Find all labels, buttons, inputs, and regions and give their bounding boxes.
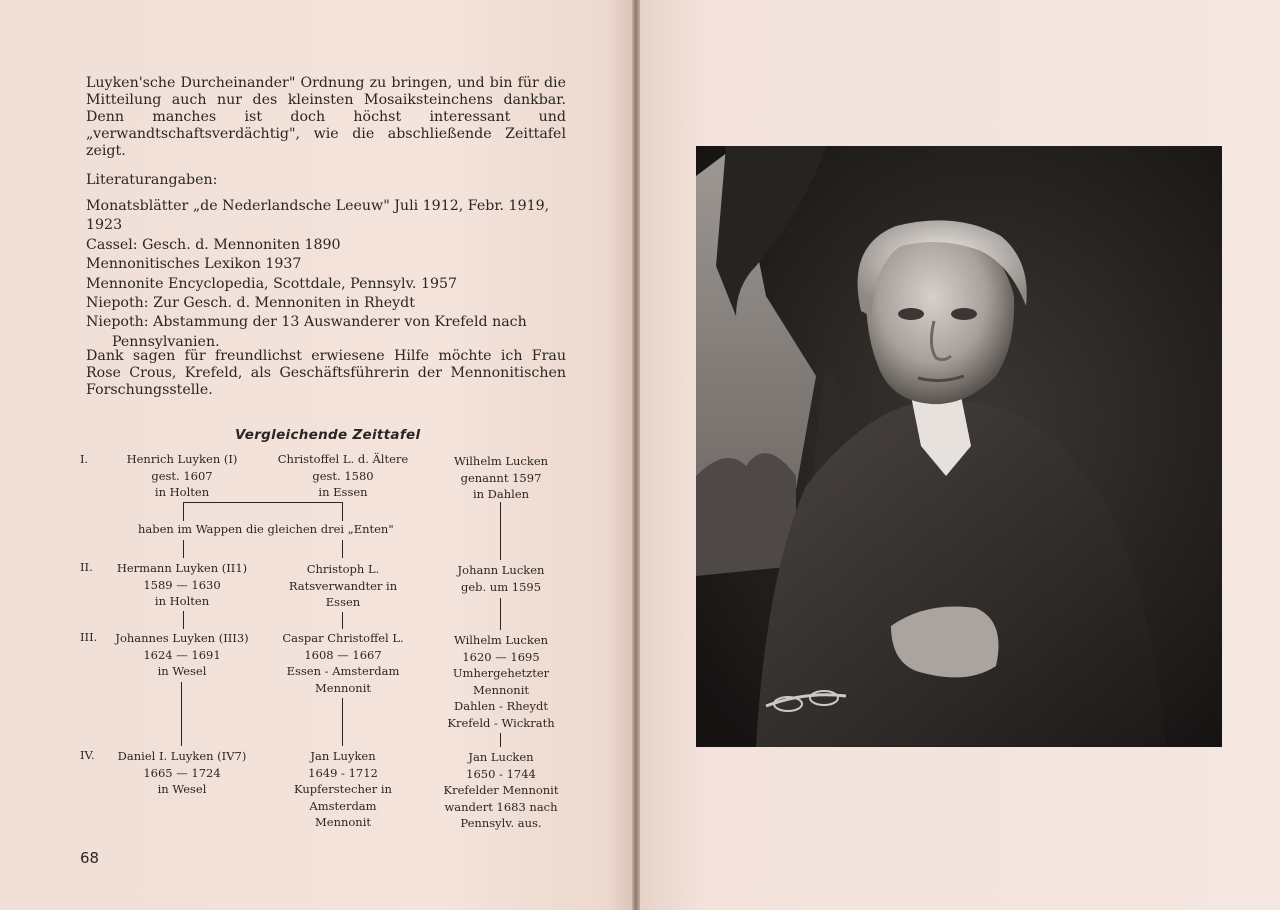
table-cell [106, 560, 258, 610]
table-cell [106, 630, 258, 680]
cell-line: Johannes Luyken (III3) [115, 631, 249, 645]
cell-line: 1608 — 1667 [304, 647, 382, 662]
cell-line: Wilhelm Lucken [453, 633, 549, 647]
connector-line [183, 502, 343, 503]
generation-label: II. [80, 560, 93, 574]
literature-item: Niepoth: Abstammung der 13 Auswanderer von Krefeld nach [86, 314, 527, 331]
cell-line: wandert 1683 nach [444, 799, 558, 814]
cell-line: Amsterdam [309, 798, 377, 813]
cell-line: geb. um 1595 [460, 579, 542, 594]
cell-line: Caspar Christoffel L. [282, 631, 404, 645]
cell-line: in Wesel [157, 664, 207, 678]
cell-line: Krefeld - Wickrath [447, 715, 555, 730]
wappen-note: haben im Wappen die gleichen drei „Enten" [138, 522, 394, 536]
literature-item-continuation: Pennsylvanien. [112, 333, 220, 350]
cell-line: 1624 — 1691 [143, 647, 221, 662]
cell-line: Dahlen - Rheydt [454, 699, 548, 713]
cell-line: in Holten [154, 594, 210, 608]
literature-item: Cassel: Gesch. d. Mennoniten 1890 [86, 236, 341, 253]
cell-line: genannt 1597 [460, 470, 542, 485]
cell-line: Henrich Luyken (I) [126, 452, 238, 466]
cell-line: 1650 - 1744 [466, 766, 536, 781]
connector-line [183, 611, 184, 629]
literature-list [86, 197, 586, 352]
cell-line: Mennonit [314, 815, 372, 829]
connector-line [500, 502, 501, 560]
connector-line [181, 682, 182, 746]
table-cell [430, 632, 572, 731]
cell-line: in Dahlen [472, 487, 530, 501]
cell-line: Mennonit [472, 682, 530, 697]
book-gutter [632, 0, 640, 910]
cell-line: Kupferstecher in [294, 782, 392, 796]
intro-paragraph: Luyken'sche Durcheinander" Ordnung zu bringen, und bin für die Mitteilung auch nur des kleinsten Mosaiksteinchens dankbar. Denn manches ist doch höchst interessant und „verwandtschaftsverdächtig", wie die abschließende Zeittafel zeigt. [86, 75, 566, 159]
right-eye [951, 308, 977, 320]
cell-line: gest. 1580 [312, 468, 374, 483]
trees [696, 453, 796, 576]
table-cell [264, 748, 422, 831]
cell-line: 1665 — 1724 [143, 765, 221, 780]
literature-item: Mennonite Encyclopedia, Scottdale, Pennsylv. 1957 [86, 275, 458, 292]
cell-line: Ratsverwandter in [288, 578, 398, 593]
table-title: Vergleichende Zeittafel [235, 427, 421, 443]
connector-line [500, 598, 501, 630]
left-page [0, 0, 634, 910]
cell-line: in Holten [154, 485, 210, 499]
literature-item: Monatsblätter „de Nederlandsche Leeuw" Juli 1912, Febr. 1919, 1923 [86, 198, 550, 234]
literature-item: Mennonitisches Lexikon 1937 [86, 256, 302, 273]
cell-line: Krefelder Mennonit [443, 783, 559, 797]
cell-line: Mennonit [314, 680, 372, 695]
cell-line: Christoph L. [306, 562, 380, 576]
thanks-paragraph: Dank sagen für freundlichst erwiesene Hilfe möchte ich Frau Rose Crous, Krefeld, als Geschäftsführerin der Mennonitischen Forschungsstelle. [86, 348, 566, 398]
cell-line: Daniel I. Luyken (IV7) [117, 749, 247, 763]
connector-line [183, 502, 184, 521]
connector-line [342, 698, 343, 746]
cell-line: Wilhelm Lucken [453, 454, 549, 468]
cell-line: in Wesel [157, 782, 207, 796]
cell-line: Pennsylv. aus. [460, 816, 542, 830]
connector-line [342, 612, 343, 629]
table-cell [264, 630, 422, 696]
connector-line [342, 540, 343, 558]
cell-line: 1649 - 1712 [308, 765, 378, 780]
table-cell [106, 748, 258, 798]
portrait-image [696, 146, 1222, 747]
generation-label: III. [80, 630, 98, 644]
table-cell [264, 561, 422, 611]
connector-line [500, 733, 501, 747]
cell-line: in Essen [318, 485, 368, 499]
cell-line: 1589 — 1630 [143, 577, 221, 592]
literature-heading: Literaturangaben: [86, 172, 218, 188]
table-cell [106, 451, 258, 501]
cell-line: Hermann Luyken (II1) [116, 561, 248, 575]
cell-line: 1620 — 1695 [462, 649, 540, 664]
cell-line: Jan Luyken [310, 749, 376, 763]
table-cell [264, 451, 422, 501]
cell-line: Johann Lucken [457, 563, 545, 577]
cell-line: Jan Lucken [468, 750, 534, 764]
page-number: 68 [80, 849, 100, 867]
cell-line: Umhergehetzter [452, 666, 550, 680]
generation-label: IV. [80, 748, 95, 762]
cell-line: gest. 1607 [151, 468, 213, 483]
literature-item: Niepoth: Zur Gesch. d. Mennoniten in Rheydt [86, 295, 415, 312]
cell-line: Christoffel L. d. Ältere [277, 452, 409, 466]
connector-line [342, 502, 343, 521]
table-cell [430, 749, 572, 832]
table-cell [430, 453, 572, 503]
cell-line: Essen - Amsterdam [286, 664, 400, 678]
cell-line: Essen [325, 595, 361, 609]
connector-line [183, 540, 184, 558]
generation-label: I. [80, 452, 89, 466]
table-cell [430, 562, 572, 595]
left-eye [898, 308, 924, 320]
